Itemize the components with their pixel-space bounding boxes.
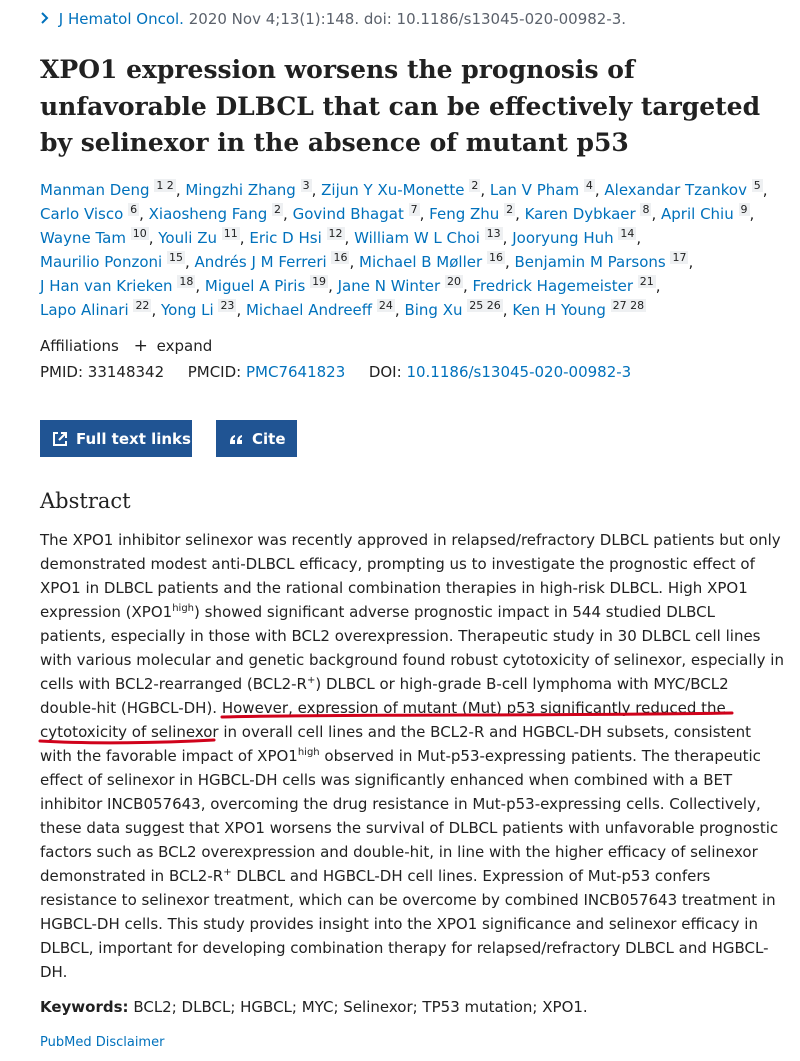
author-link[interactable]: Maurilio Ponzoni (40, 253, 163, 271)
affiliation-number[interactable]: 10 (132, 227, 147, 240)
affiliation-number[interactable]: 19 (312, 275, 327, 288)
author-link[interactable]: Alexandar Tzankov (604, 181, 747, 199)
affiliation-number[interactable]: 20 (446, 275, 461, 288)
author-link[interactable]: Lapo Alinari (40, 301, 129, 319)
affiliation-number[interactable]: 27 28 (612, 299, 645, 312)
affiliation-number[interactable]: 7 (410, 203, 418, 216)
affiliation-number[interactable]: 4 (585, 179, 593, 192)
author-link[interactable]: Michael Andreeff (245, 301, 373, 319)
affiliation-number[interactable]: 16 (333, 251, 348, 264)
affiliation-number[interactable]: 8 (642, 203, 650, 216)
keywords-text: BCL2; DLBCL; HGBCL; MYC; Selinexor; TP53 mutation; XPO1. (133, 998, 588, 1016)
abstract-line: cytotoxicity of selinexor in overall cell lines and the BCL2-R and HGBCL-DH subsets, consistent (40, 723, 752, 741)
pmid-value: 33148342 (87, 363, 165, 381)
affiliation-number[interactable]: 12 (328, 227, 343, 240)
abstract-line: DH. (40, 963, 68, 981)
affiliation-number[interactable]: 2 (471, 179, 479, 192)
author-link[interactable]: Feng Zhu (429, 205, 500, 223)
author-link[interactable]: Miguel A Piris (204, 277, 306, 295)
affiliation-number[interactable]: 1 2 (156, 179, 174, 192)
author-link[interactable]: Xiaosheng Fang (148, 205, 268, 223)
affiliation-number[interactable]: 14 (620, 227, 635, 240)
abstract-line: The XPO1 inhibitor selinexor was recently approved in relapsed/refractory DLBCL patients but only (40, 531, 781, 549)
abstract-line: effect of selinexor in HGBCL-DH cells was significantly enhanced when combined with a BET (40, 771, 733, 789)
abstract-line: with various molecular and genetic background found robust cytotoxicity of selinexor, especially in (40, 651, 784, 669)
abstract-line: with the favorable impact of $XPO1^{high}$ observed in Mut-p53-expressing patients. The therapeutic (40, 747, 761, 765)
author-link[interactable]: Manman Deng (40, 181, 150, 199)
author-link[interactable]: J Han van Krieken (40, 277, 173, 295)
abstract-line: XPO1 in DLBCL patients and the rational combination therapies in high-risk DLBCL. High XPO1 (40, 579, 748, 597)
author-link[interactable]: Ken H Young (512, 301, 606, 319)
affiliation-number[interactable]: 18 (179, 275, 194, 288)
author-line: Lapo Alinari $^{22}$ , Yong Li $^{23}$ , Michael Andreeff $^{24}$ , Bing Xu $^{25 26}$ , Ken H Young $^{27 28}$ (40, 299, 645, 319)
abstract-line: double-hit (HGBCL-DH). However, expression of mutant (Mut) p53 significantly reduced the (40, 699, 726, 717)
affiliation-number[interactable]: 21 (639, 275, 654, 288)
author-line: Manman Deng $^{1 2}$ , Mingzhi Zhang $^3$ , Zijun Y Xu-Monette $^2$ , Lan V Pham $^4$ , Alexandar Tzankov $^5$ , (40, 179, 768, 199)
pmcid-label: PMCID: (187, 363, 242, 381)
affiliations-label: Affiliations (40, 337, 119, 355)
author-link[interactable]: Eric D Hsi (249, 229, 322, 247)
affiliation-number[interactable]: 2 (274, 203, 282, 216)
affiliation-number[interactable]: 25 26 (469, 299, 501, 312)
affiliation-number[interactable]: 9 (740, 203, 748, 216)
abstract-body (40, 528, 784, 984)
abstract-line: DLBCL, important for developing combination therapy for relapsed/refractory DLBCL and HGBCL- (40, 939, 769, 957)
author-line: Wayne Tam $^{10}$ , Youli Zu $^{11}$ , Eric D Hsi $^{12}$ , William W L Choi $^{13}$ , Jooryung Huh $^{14}$ , (40, 227, 642, 247)
expand-label: expand (156, 337, 213, 355)
keywords (40, 998, 588, 1016)
chevron-right-icon[interactable] (40, 10, 54, 28)
affiliation-number[interactable]: 5 (753, 179, 761, 192)
author-link[interactable]: Jane N Winter (337, 277, 441, 295)
author-link[interactable]: Wayne Tam (40, 229, 126, 247)
author-link[interactable]: Lan V Pham (489, 181, 580, 199)
affiliation-number[interactable]: 6 (130, 203, 138, 216)
author-link[interactable]: Yong Li (160, 301, 214, 319)
title-line: XPO1 expression worsens the prognosis of (40, 55, 635, 84)
author-line: Maurilio Ponzoni $^{15}$ , Andrés J M Ferreri $^{16}$ , Michael B Møller $^{16}$ , Benjamin M Parsons $^{17}$ , (40, 251, 694, 271)
citation-line (40, 10, 626, 28)
abstract-line: these data suggest that XPO1 worsens the survival of DLBCL patients with unfavorable prognostic (40, 819, 779, 837)
title-line: unfavorable DLBCL that can be effectively targeted (40, 91, 761, 121)
author-link[interactable]: Andrés J M Ferreri (194, 253, 327, 271)
title-line: by selinexor in the absence of mutant p53 (40, 128, 629, 157)
pubmed-disclaimer-link[interactable]: PubMed Disclaimer (40, 1035, 165, 1050)
full-text-links-label: Full text links (76, 429, 191, 448)
author-link[interactable]: Bing Xu (404, 301, 463, 319)
abstract-line: resistance to selinexor treatment, which can be overcome by combined INCB057643 treatment in (40, 891, 776, 909)
abstract-line: demonstrated in BCL2-R+ DLBCL and HGBCL-DH cell lines. Expression of Mut-p53 confers (40, 867, 711, 885)
author-line: J Han van Krieken $^{18}$ , Miguel A Piris $^{19}$ , Jane N Winter $^{20}$ , Fredrick Hagemeister $^{21}$ , (40, 275, 661, 295)
identifiers (40, 363, 631, 381)
affiliation-number[interactable]: 23 (220, 299, 235, 312)
author-link[interactable]: Karen Dybkaer (524, 205, 636, 223)
affiliation-number[interactable]: 24 (378, 299, 393, 312)
doi-label: DOI: (368, 363, 402, 381)
affiliation-number[interactable]: 16 (488, 251, 503, 264)
abstract-line: demonstrated modest anti-DLBCL efficacy, prompting us to investigate the prognostic effect of (40, 555, 755, 573)
pmid-label: PMID: (40, 363, 84, 381)
article-title (40, 52, 760, 162)
author-line: Carlo Visco $^6$ , Xiaosheng Fang $^2$ , Govind Bhagat $^7$ , Feng Zhu $^2$ , Karen Dybkaer $^8$ , April Chiu $^9$ , (40, 203, 755, 223)
abstract-line: cells with BCL2-rearranged (BCL2-R+) DLBCL or high-grade B-cell lymphoma with MYC/BCL2 (40, 675, 729, 693)
affiliation-number[interactable]: 15 (168, 251, 183, 264)
quote-icon (228, 431, 244, 447)
pmcid-link[interactable]: PMC7641823 (246, 363, 346, 381)
abstract-heading: Abstract (40, 489, 131, 513)
plus-icon: + (133, 336, 148, 356)
affiliation-number[interactable]: 13 (486, 227, 501, 240)
affiliations-toggle[interactable] (40, 336, 212, 356)
citation-details: 2020 Nov 4;13(1):148. doi: 10.1186/s13045-020-00982-3. (188, 10, 627, 28)
cite-button[interactable] (216, 420, 297, 457)
affiliation-number[interactable]: 22 (135, 299, 150, 312)
abstract-line: patients, especially in those with BCL2 overexpression. Therapeutic study in 30 DLBCL cell lines (40, 627, 761, 645)
author-link[interactable]: Benjamin M Parsons (514, 253, 666, 271)
author-link[interactable]: Fredrick Hagemeister (472, 277, 633, 295)
cite-label: Cite (252, 429, 286, 448)
author-link[interactable]: Youli Zu (158, 229, 218, 247)
journal-link[interactable]: J Hematol Oncol. (58, 10, 184, 28)
abstract-line: HGBCL-DH cells. This study provides insight into the XPO1 significance and selinexor efficacy in (40, 915, 758, 933)
doi-link[interactable]: 10.1186/s13045-020-00982-3 (406, 363, 632, 381)
author-list (40, 178, 770, 322)
external-link-icon (52, 431, 68, 447)
author-link[interactable]: April Chiu (661, 205, 734, 223)
author-link[interactable]: Carlo Visco (40, 205, 124, 223)
author-link[interactable]: Jooryung Huh (512, 229, 614, 247)
abstract-line: expression $(XPO1^{high})$ showed significant adverse prognostic impact in 544 studied DLBCL (40, 603, 715, 621)
author-link[interactable]: William W L Choi (354, 229, 480, 247)
full-text-links-button[interactable] (40, 420, 192, 457)
author-link[interactable]: Zijun Y Xu-Monette (321, 181, 465, 199)
affiliation-number[interactable]: 2 (506, 203, 514, 216)
abstract-line: inhibitor INCB057643, overcoming the drug resistance in Mut-p53-expressing cells. Collectively, (40, 795, 761, 813)
keywords-label: Keywords: (40, 998, 129, 1016)
affiliation-number[interactable]: 11 (223, 227, 238, 240)
author-link[interactable]: Govind Bhagat (292, 205, 404, 223)
abstract-line: factors such as BCL2 overexpression and double-hit, in line with the higher efficacy of selinexor (40, 843, 758, 861)
affiliation-number[interactable]: 17 (672, 251, 687, 264)
author-link[interactable]: Michael B Møller (359, 253, 483, 271)
author-link[interactable]: Mingzhi Zhang (185, 181, 296, 199)
affiliation-number[interactable]: 3 (302, 179, 310, 192)
